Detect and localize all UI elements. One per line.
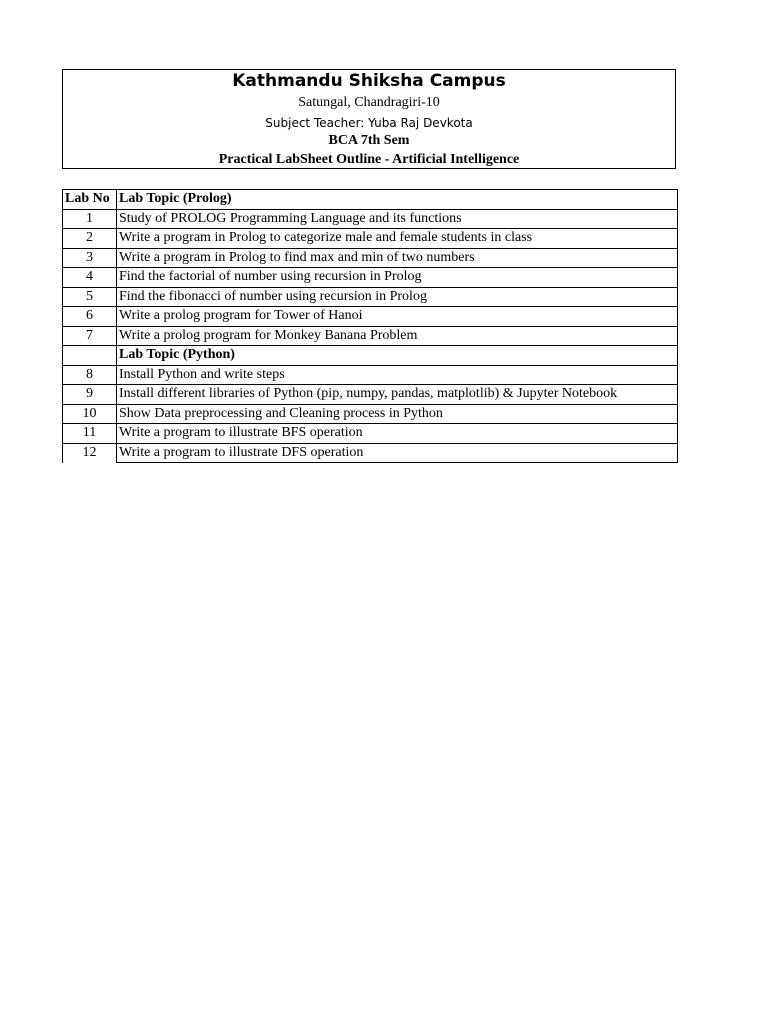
lab-topic: Find the fibonacci of number using recursion in Prolog — [117, 287, 678, 307]
lab-number: 11 — [63, 424, 117, 444]
table-row — [63, 268, 678, 288]
lab-topic: Install Python and write steps — [117, 365, 678, 385]
lab-number: 5 — [63, 287, 117, 307]
table-row — [63, 365, 678, 385]
lab-topic: Study of PROLOG Programming Language and its functions — [117, 209, 678, 229]
column-header-prolog-topic: Lab Topic (Prolog) — [117, 190, 678, 210]
table-row — [63, 424, 678, 444]
lab-number: 12 — [63, 443, 117, 463]
lab-topic: Write a program to illustrate BFS operation — [117, 424, 678, 444]
lab-number: 3 — [63, 248, 117, 268]
table-row — [63, 209, 678, 229]
table-row — [63, 229, 678, 249]
lab-number: 10 — [63, 404, 117, 424]
lab-table — [62, 189, 678, 463]
python-section-header: Lab Topic (Python) — [117, 346, 678, 366]
lab-topic: Write a program in Prolog to find max and min of two numbers — [117, 248, 678, 268]
lab-topic: Write a prolog program for Monkey Banana Problem — [117, 326, 678, 346]
lab-topic: Find the factorial of number using recursion in Prolog — [117, 268, 678, 288]
lab-number: 2 — [63, 229, 117, 249]
lab-topic: Write a prolog program for Tower of Hanoi — [117, 307, 678, 327]
lab-number: 4 — [63, 268, 117, 288]
lab-number-empty — [63, 346, 117, 366]
python-section-row — [63, 346, 678, 366]
lab-topic: Install different libraries of Python (pip, numpy, pandas, matplotlib) & Jupyter Notebook — [117, 385, 678, 405]
table-row — [63, 326, 678, 346]
lab-number: 6 — [63, 307, 117, 327]
campus-address: Satungal, Chandragiri-10 — [298, 95, 440, 110]
header-box — [62, 69, 676, 169]
table-row — [63, 404, 678, 424]
lab-number: 8 — [63, 365, 117, 385]
lab-topic: Write a program to illustrate DFS operation — [117, 443, 678, 463]
semester-label: BCA 7th Sem — [328, 133, 410, 148]
lab-topic: Write a program in Prolog to categorize male and female students in class — [117, 229, 678, 249]
table-row — [63, 385, 678, 405]
lab-topic: Show Data preprocessing and Cleaning process in Python — [117, 404, 678, 424]
table-row — [63, 307, 678, 327]
lab-number: 7 — [63, 326, 117, 346]
subject-teacher: Subject Teacher: Yuba Raj Devkota — [265, 116, 473, 130]
table-row — [63, 287, 678, 307]
lab-number: 9 — [63, 385, 117, 405]
table-header-row — [63, 190, 678, 210]
outline-title: Practical LabSheet Outline - Artificial Intelligence — [218, 152, 520, 167]
lab-number: 1 — [63, 209, 117, 229]
column-header-lab-no: Lab No — [63, 190, 117, 210]
table-row — [63, 443, 678, 463]
table-row — [63, 248, 678, 268]
campus-name: Kathmandu Shiksha Campus — [232, 71, 506, 91]
